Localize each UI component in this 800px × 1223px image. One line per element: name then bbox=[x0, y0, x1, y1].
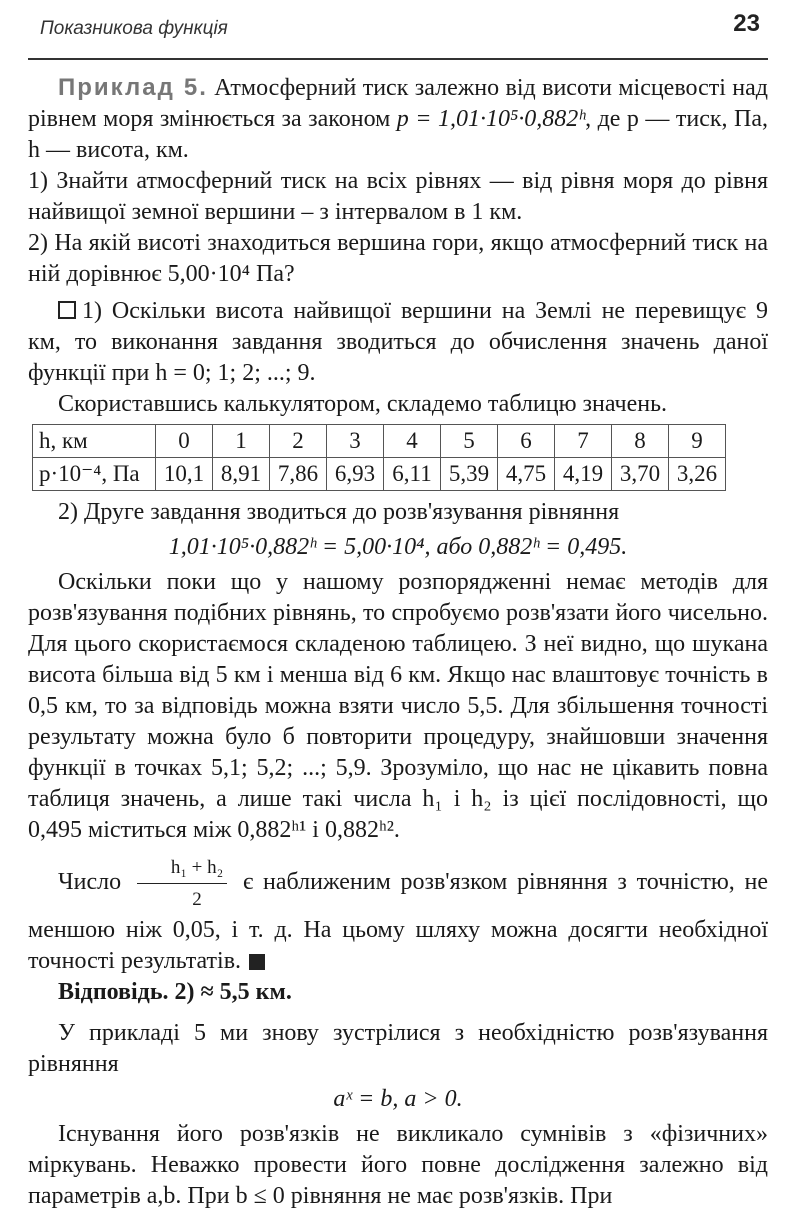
table-cell: 3,70 bbox=[612, 458, 669, 491]
table-cell: 7 bbox=[555, 425, 612, 458]
table-cell: 1 bbox=[213, 425, 270, 458]
task-1: 1) Знайти атмосферний тиск на всіх рівнях — від рівня моря до рівня найвищої земної вершини – з інтервалом в 1 км. bbox=[28, 168, 768, 225]
table-cell: 3,26 bbox=[669, 458, 726, 491]
example-statement bbox=[28, 72, 768, 166]
table-row-header: p·10⁻⁴, Па bbox=[33, 458, 156, 491]
fraction-denominator: 2 bbox=[192, 889, 202, 910]
closing-paragraph-2: Існування його розв'язків не викликало сумнівів з «фізичних» міркувань. Неважко провести його повне дослідження залежно від параметрів a,b. При b ≤ 0 рівняння не має розв'язків. При bbox=[28, 1121, 768, 1209]
table-cell: 8,91 bbox=[213, 458, 270, 491]
table-cell: 3 bbox=[327, 425, 384, 458]
table-cell: 6,11 bbox=[384, 458, 441, 491]
table-cell: 4,19 bbox=[555, 458, 612, 491]
answer: Відповідь. 2) ≈ 5,5 км. bbox=[58, 979, 292, 1005]
table-cell: 5 bbox=[441, 425, 498, 458]
page-number: 23 bbox=[733, 10, 760, 37]
task-2: 2) На якій висоті знаходиться вершина гори, якщо атмосферний тиск на ній дорівнює 5,00·10⁴ Па? bbox=[28, 230, 768, 287]
table-cell: 2 bbox=[270, 425, 327, 458]
para2-suffix: є наближеним розв'язком рівняння з точністю, не меншою ніж 0,05, і т. д. На цьому шляху можна досягти необхідної точності результатів. bbox=[28, 869, 769, 974]
example-intro: Атмосферний тиск залежно від висоти місцевості над рівнем моря змінюється за законом bbox=[28, 75, 768, 132]
example-law-tail: , де p — тиск, Па, h — висота, км. bbox=[28, 106, 768, 163]
table-cell: 10,1 bbox=[156, 458, 213, 491]
table-cell: 8 bbox=[612, 425, 669, 458]
table-cell: 6 bbox=[498, 425, 555, 458]
equation-1: 1,01·10⁵·0,882ʰ = 5,00·10⁴, або 0,882ʰ = 0,495. bbox=[168, 534, 628, 560]
solution-part-2-intro: 2) Друге завдання зводиться до розв'язування рівняння bbox=[58, 499, 620, 525]
fraction-numerator: h₁ + h₂ bbox=[137, 852, 227, 884]
table-cell: 6,93 bbox=[327, 458, 384, 491]
example-label: Приклад 5. bbox=[58, 74, 208, 101]
table-row bbox=[33, 458, 726, 491]
solution-start-icon bbox=[58, 301, 76, 319]
table-cell: 7,86 bbox=[270, 458, 327, 491]
para2-prefix: Число bbox=[58, 869, 122, 896]
table-cell: 4 bbox=[384, 425, 441, 458]
table-intro: Скориставшись калькулятором, складемо таблицю значень. bbox=[58, 391, 668, 417]
page-header bbox=[28, 0, 768, 60]
table-cell: 5,39 bbox=[441, 458, 498, 491]
table-cell: 0 bbox=[156, 425, 213, 458]
equation-2: aˣ = b, a > 0. bbox=[333, 1086, 463, 1112]
fraction bbox=[137, 852, 227, 915]
solution-paragraph-2 bbox=[28, 852, 768, 977]
solution-paragraph: Оскільки поки що у нашому розпорядженні немає методів для розв'язування подібних рівнянь, то спробуємо розв'язати його чисельно. Для цього скористаємося складеною таблицею. З неї видно, що шукана висота більша від 5 км і менша від 6 км. Якщо нас влаштовує точність в 0,5 км, то за відповідь можна взяти число 5,5. Для збільшення точності результату можна було б повторити процедуру, знайшовши значення функції в точках 5,1; 5,2; ...; 5,9. Зрозуміло, що нас не цікавить повна таблиця значень, а лише такі числа h₁ і h₂ із цієї послідовності, що 0,495 міститься між 0,882ʰ¹ і 0,882ʰ². bbox=[28, 569, 768, 843]
running-title: Показникова функція bbox=[40, 18, 228, 39]
values-table bbox=[32, 424, 726, 491]
solution-part-1: 1) Оскільки висота найвищої вершини на Землі не перевищує 9 км, то виконання завдання зводиться до обчислення значень даної функції при h = 0; 1; 2; ...; 9. bbox=[28, 298, 768, 386]
end-of-solution-icon bbox=[249, 954, 265, 970]
example-law: p = 1,01·10⁵·0,882ʰ bbox=[396, 106, 586, 132]
table-cell: 9 bbox=[669, 425, 726, 458]
table-row bbox=[33, 425, 726, 458]
table-cell: 4,75 bbox=[498, 458, 555, 491]
table-row-header: h, км bbox=[33, 425, 156, 458]
closing-paragraph-1: У прикладі 5 ми знову зустрілися з необхідністю розв'язування рівняння bbox=[28, 1020, 768, 1077]
